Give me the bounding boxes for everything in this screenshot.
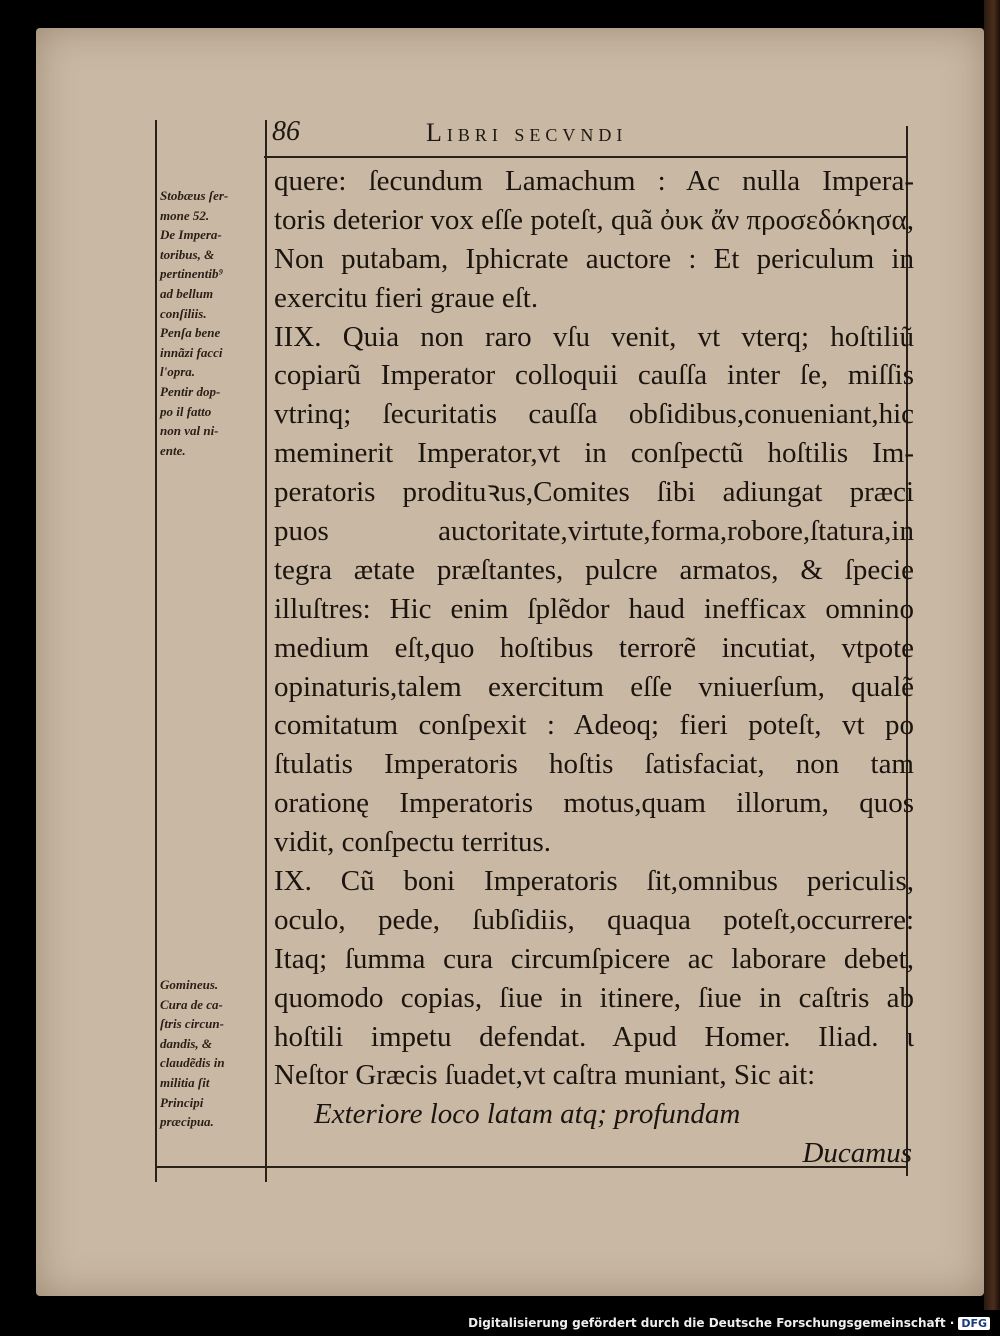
text-line: tegra ætate præſtantes, pulcre armatos, & ſpecie — [274, 553, 914, 586]
margin-note-line: ad bellum — [160, 285, 214, 301]
text-line: Neſtor Græcis ſuadet,vt caſtra muniant, Sic ait: — [274, 1059, 816, 1092]
text-line: medium eſt,quo hoſtibus terrorẽ incutiat, vtpote — [274, 631, 914, 664]
text-line: vtrinq; ſecuritatis cauſſa obſidibus,conueniant,hic — [274, 398, 914, 431]
margin-note-line: Penſa bene — [160, 325, 221, 341]
page-number: 86 — [272, 116, 300, 147]
catchword: Ducamus — [802, 1137, 912, 1170]
text-line: copiarũ Imperator colloquii cauſſa inter ſe, miſſis — [274, 359, 914, 392]
margin-note-line: po il fatto — [160, 403, 212, 419]
margin-note-line: claudẽdis in — [160, 1055, 225, 1071]
text-line: comitatum conſpexit : Adeoq; fieri poteſt, vt po — [274, 709, 914, 742]
text-line: oculo, pede, ſubſidiis, quaqua poteſt,occurrere: — [274, 903, 914, 936]
text-line: quere: ſecundum Lamachum : Ac nulla Impera- — [274, 165, 914, 197]
margin-note-line: conſiliis. — [160, 305, 207, 321]
margin-note-line: Principi — [160, 1094, 204, 1110]
text-line: opinaturis,talem exercitum eſſe vniuerſum, qualẽ — [274, 670, 914, 703]
footer-credit: Digitalisierung gefördert durch die Deutsche Forschungsgemeinschaft · — [468, 1316, 955, 1330]
text-line: Non putabam, Iphicrate auctore : Et periculum in — [274, 242, 914, 275]
text-line: vidit, conſpectu territus. — [274, 826, 552, 859]
margin-note-line: mone 52. — [160, 207, 210, 223]
text-line: peratoris prodituꝛus,Comites ſibi adiungat præci — [274, 476, 914, 509]
margin-note-line: non val ni- — [160, 423, 219, 439]
margin-note-line: toribus, & — [160, 246, 215, 262]
margin-note-line: ſtris circun- — [160, 1016, 224, 1032]
running-title: Libri secvndi — [426, 118, 628, 147]
margin-note-line: innãzi facci — [160, 344, 223, 360]
margin-note-line: præcipua. — [160, 1114, 214, 1130]
frame-margin-rule — [265, 120, 267, 1182]
text-line: hoſtili impetu defendat. Apud Homer. Iliad. ɩ — [274, 1020, 914, 1053]
text-line: exercitu fieri graue eſt. — [274, 281, 539, 314]
margin-note-stobaeus — [160, 186, 264, 460]
verse-line: Exteriore loco latam atq; profundam — [314, 1098, 741, 1131]
dfg-logo-icon: DFG — [958, 1317, 990, 1330]
margin-note-line: militia ſit — [160, 1074, 210, 1090]
frame-left-rule — [155, 120, 157, 1182]
text-line: IX. Cũ boni Imperatoris ſit,omnibus periculis, — [274, 865, 914, 898]
margin-note-gomineus — [160, 975, 264, 1132]
margin-note-line: l'opra. — [160, 364, 196, 380]
book-edge — [984, 0, 1000, 1310]
text-line: puos auctoritate,virtute,forma,robore,ſtatura,in — [274, 515, 914, 548]
page-header — [272, 112, 904, 154]
text-line: IIX. Quia non raro vſu venit, vt vterq; hoſtiliũ — [274, 320, 914, 353]
text-line: meminerit Imperator,vt in conſpectũ hoſtilis Im- — [274, 437, 914, 470]
margin-note-line: ente. — [160, 442, 186, 458]
margin-note-line: Stobæus ſer- — [160, 188, 229, 203]
text-line: quomodo copias, ſiue in itinere, ſiue in caſtris ab — [274, 981, 914, 1014]
margin-note-line: pertinentib⁹ — [160, 266, 224, 282]
text-line: illuſtres: Hic enim ſplẽdor haud inefficax omnino — [274, 592, 914, 625]
main-text-block — [274, 162, 914, 1173]
text-line: orationę Imperatoris motus,quam illorum, quos — [274, 787, 914, 820]
margin-note-line: Cura de ca- — [160, 996, 223, 1012]
text-line: Itaq; ſumma cura circumſpicere ac laborare debet, — [274, 942, 914, 975]
margin-note-line: Gomineus. — [160, 977, 219, 992]
margin-note-line: dandis, & — [160, 1035, 213, 1051]
text-line: ſtulatis Imperatoris hoſtis ſatisfaciat, non tam — [274, 748, 914, 781]
header-rule — [264, 156, 908, 158]
digitization-footer — [468, 1316, 990, 1330]
margin-note-line: De Impera- — [160, 227, 222, 243]
margin-note-line: Pentir dop- — [160, 383, 221, 399]
text-line: toris deterior vox eſſe poteſt, quã ὀυκ ἄν προσεδόκησα, — [274, 203, 914, 236]
